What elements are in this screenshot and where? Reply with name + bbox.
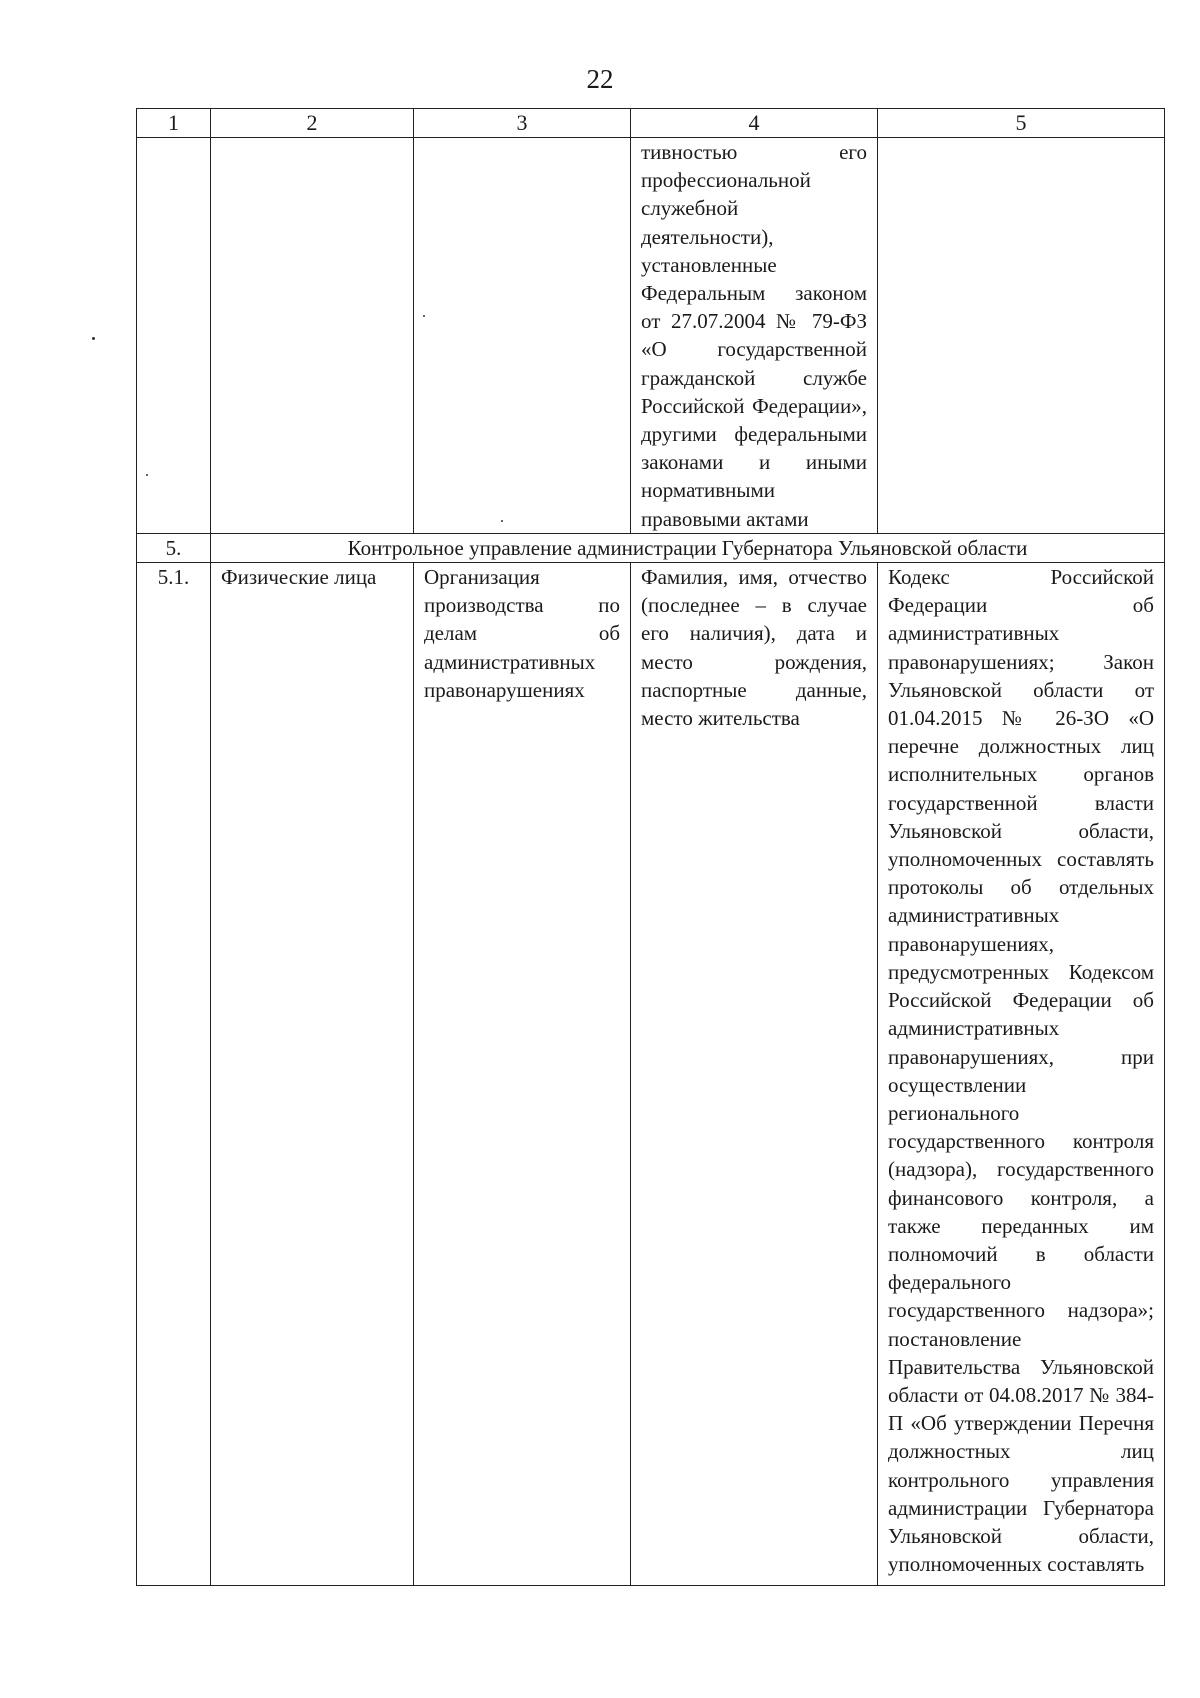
cell-purpose — [414, 138, 631, 534]
section-title: Контрольное управление администрации Губернатора Ульяновской области — [211, 533, 1165, 562]
data-table — [136, 108, 1165, 1586]
page-number: 22 — [586, 64, 614, 94]
section-number: 5. — [137, 533, 211, 562]
cell-basis: Кодекс Российской Федерации об административных правонарушениях; Закон Ульяновской области от 01.04.2015 № 26-ЗО «О перечне должностных лиц исполнительных органов государственной власти Ульяновской области, уполномоченных составлять протоколы об отдельных административных правонарушениях, предусмотренных Кодексом Российской Федерации об административных правонарушениях, при осуществлении регионального государственного контроля (надзора), государственного финансового контроля, а также переданных им полномочий в области федерального государственного надзора»; постановление Правительства Ульяновской области от 04.08.2017 № 384-П «Об утверждении Перечня должностных лиц контрольного управления администрации Губернатора Ульяновской области, уполномоченных составлять — [878, 563, 1165, 1586]
cell-subjects: Физические лица — [211, 563, 414, 1586]
section-row — [137, 533, 1165, 562]
table-header-row — [137, 109, 1165, 138]
column-header: 2 — [211, 109, 414, 138]
column-header: 5 — [878, 109, 1165, 138]
cell-subjects — [211, 138, 414, 534]
column-header: 1 — [137, 109, 211, 138]
table-row — [137, 563, 1165, 1586]
column-header: 4 — [631, 109, 878, 138]
column-header: 3 — [414, 109, 631, 138]
cell-number: 5.1. — [137, 563, 211, 1586]
cell-data: тивностью его профессиональной служебной деятельности), установленные Федеральным законом от 27.07.2004 № 79-ФЗ «О государственной гражданской службе Российской Федерации», другими федеральными законами и иными нормативными правовыми актами — [631, 138, 878, 534]
cell-data: Фамилия, имя, отчество (последнее – в случае его наличия), дата и место рождения, паспортные данные, место жительства — [631, 563, 878, 1586]
cell-number — [137, 138, 211, 534]
table-row-continued — [137, 138, 1165, 534]
cell-purpose: Организация производства по делам об административных правонарушениях — [414, 563, 631, 1586]
cell-basis — [878, 138, 1165, 534]
scan-speck — [92, 337, 95, 340]
